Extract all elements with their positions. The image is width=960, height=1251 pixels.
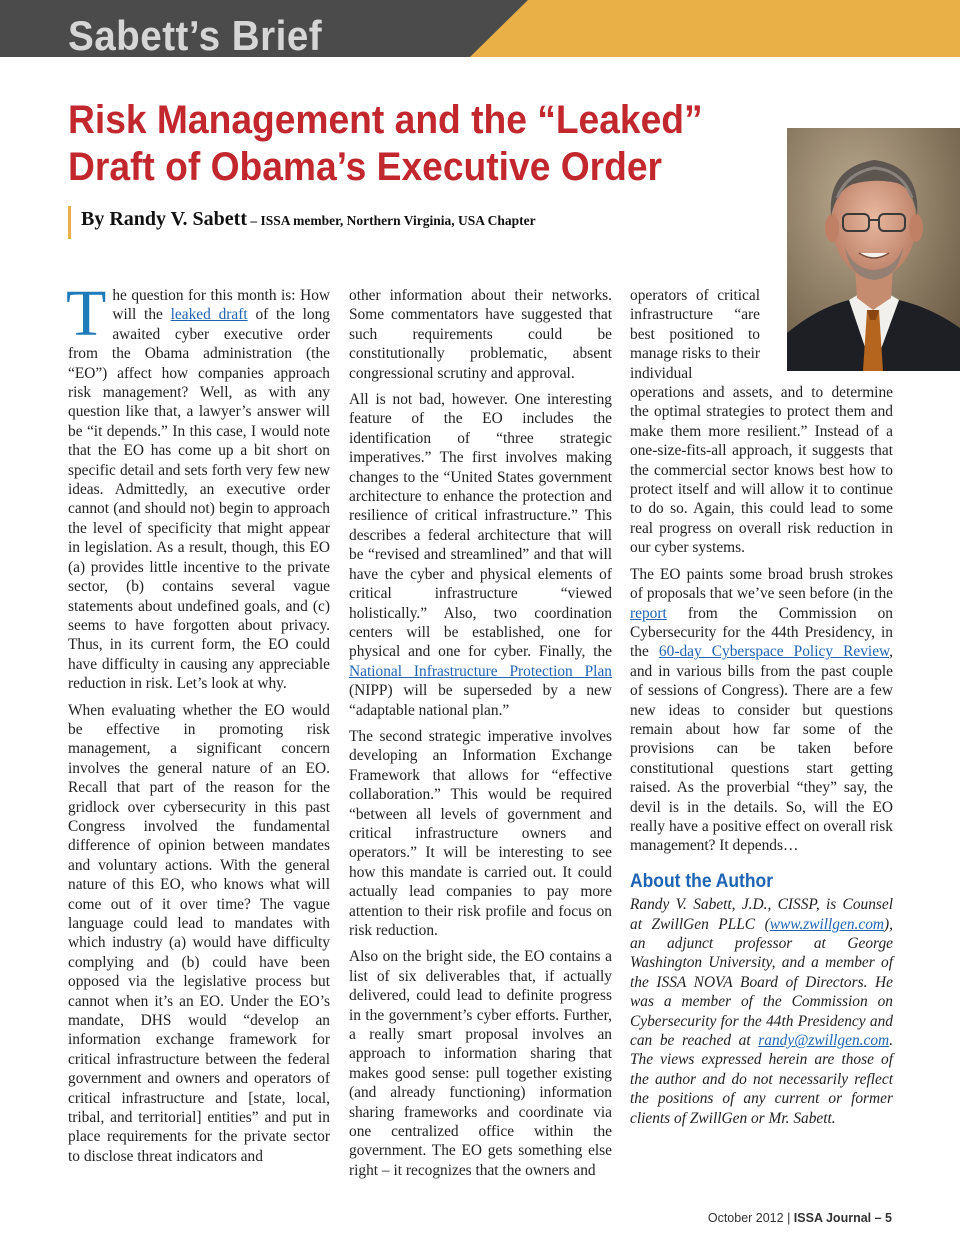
footer-separator: | [783,1211,794,1225]
text-run: of the long awaited cyber executive order from the Obama administration (the “EO”) affect how companies approach risk management? Well, as with any question like that, a lawyer’s answer will be “it depends.” In this case, I would note that the EO has come up a bit short on specific detail and sets forth very few new ideas. Admittedly, an executive order cannot (and should not) begin to approach the level of specificity that might appear in legislation. As a result, though, this EO (a) provides little incentive to the private sector, (b) contains several vague statements about undefined goals, and (c) seems to have forgotten about privacy. Thus, in its current form, the EO could have difficulty in causing any appreciable reduction in risk. Let’s look at why. [68,306,330,693]
byline [81,208,536,231]
link-report[interactable]: report [630,604,667,622]
article-title-line-2: Draft of Obama’s Executive Order [68,145,663,189]
header-gold-slant [470,0,528,57]
text-run: All is not bad, however. One interesting feature of the EO includes the identification of “three strategic imperatives.” The first involves making changes to the “United States government architecture to enhance the protection and resilience of critical infrastructure.” This describes a federal architecture that will be “revised and streamlined” and that will have the cyber and physical elements of critical infrastructure “viewed holistically.” Also, two coordination centers will be established, one for physical and one for cyber. Finally, the [349,391,612,661]
text-run: he question for this month is: How will the [112,287,330,324]
text-run: ), an adjunct professor at George Washington University, and a member of the ISSA NOVA Board of Directors. He was a member of the Commission on Cybersecurity for the 44th Presidency and can be reached at [630,915,893,1050]
paragraph: operations and assets, and to determine the optimal strategies to protect them and make them more resilient.” Instead of a one-size-fits-all approach, it suggests that the commercial sector knows best how to protect itself and will allow it to continue to do so. Again, this could lead to some real progress on overall risk reduction in our cyber systems. [630,384,893,557]
text-run: , and in various bills from the past couple of sessions of Congress). There are a few new ideas to consider but questions remain about how far some of the provisions can be taken before constitutional questions start getting raised. As the proverbial “they” say, the devil is in the details. So, will the EO really have a positive effect on overall risk management? It depends… [630,643,893,855]
body-column-2 [349,286,612,1187]
section-title: Sabett’s Brief [68,12,323,57]
footer-journal: ISSA Journal [793,1211,872,1225]
text-run: Randy V. Sabett, J.D., CISSP, is Counsel at ZwillGen PLLC ( [630,896,893,933]
body-column-1 [66,277,330,1173]
paragraph [66,277,330,694]
article-title-line-1: Risk Management and the “Leaked” [68,98,703,142]
link-leaked-draft[interactable]: leaked draft [170,306,248,324]
about-author-text [630,895,893,1128]
byline-affiliation: – ISSA member, Northern Virginia, USA Chapter [246,213,536,228]
byline-accent-bar [68,206,71,239]
link-author-email[interactable]: randy@zwillgen.com [758,1032,890,1050]
paragraph: Also on the bright side, the EO contains a list of six deliverables that, if actually delivered, could lead to definite progress in the government’s cyber efforts. Further, a really smart proposal involves an approach to information sharing that makes good sense: pull together existing (and already functioning) information sharing frameworks and coordinate via one centralized office within the government. The EO gets something else right – it recognizes that the owners and [349,948,612,1179]
link-zwillgen-website[interactable]: www.zwillgen.com [769,915,885,933]
footer-date: October 2012 [707,1211,784,1225]
text-run: (NIPP) will be superseded by a new “adaptable national plan.” [349,682,612,719]
about-author-heading: About the Author [630,870,774,892]
link-nipp[interactable]: National Infrastructure Protection Plan [349,662,612,680]
paragraph: other information about their networks. Some commentators have suggested that such requirements could be constitutionally problematic, absent congressional scrutiny and approval. [349,287,612,382]
page-footer [708,1211,892,1225]
drop-cap: T [66,277,107,350]
paragraph-narrow: operators of critical infrastructure “are best positioned to manage risks to their individual [630,287,760,382]
header-gold-accent [528,0,960,57]
article-title [68,97,719,191]
paragraph [630,565,893,856]
paragraph [349,390,612,720]
paragraph: When evaluating whether the EO would be effective in promoting risk management, a significant concern involves the general nature of an EO. Recall that part of the reason for the gridlock over cybersecurity in this past Congress involved the fundamental difference of opinion between mandates and voluntary actions. With the general nature of this EO, who knows what will come out of it over time? The vague language could lead to mandates with which industry (a) would have difficulty complying and (b) could have been opposed via the legislative process but cannot when it’s an EO. Under the EO’s mandate, DHS would “develop an information exchange framework for critical infrastructure between the federal government and owners and operators of critical infrastructure and [state, local, tribal, and territorial] entities” and put in place requirements for the private sector to disclose threat indicators and [68,701,330,1165]
section-header-band [0,0,960,57]
text-run: The EO paints some broad brush strokes of proposals that we’ve seen before (in the [630,565,893,603]
link-cyberspace-policy-review[interactable]: 60-day Cyberspace Policy Review [658,643,890,661]
footer-page-number: – 5 [871,1211,892,1225]
text-run: . The views expressed herein are those of the author and do not necessarily reflect the positions of any current or former clients of ZwillGen or Mr. Sabett. [630,1032,893,1127]
text-run: from the Commission on Cybersecurity for the 44th Presidency, in the [630,604,893,661]
paragraph: The second strategic imperative involves developing an Information Exchange Framework that allows for “effective collaboration.” This would be required “between all levels of government and critical infrastructure owners and operators.” It will be interesting to see how this mandate is carried out. It could actually lead companies to pay more attention to their risk profile and focus on risk reduction. [349,727,612,939]
byline-author: By Randy V. Sabett [81,208,247,230]
body-column-3 [630,286,893,1135]
